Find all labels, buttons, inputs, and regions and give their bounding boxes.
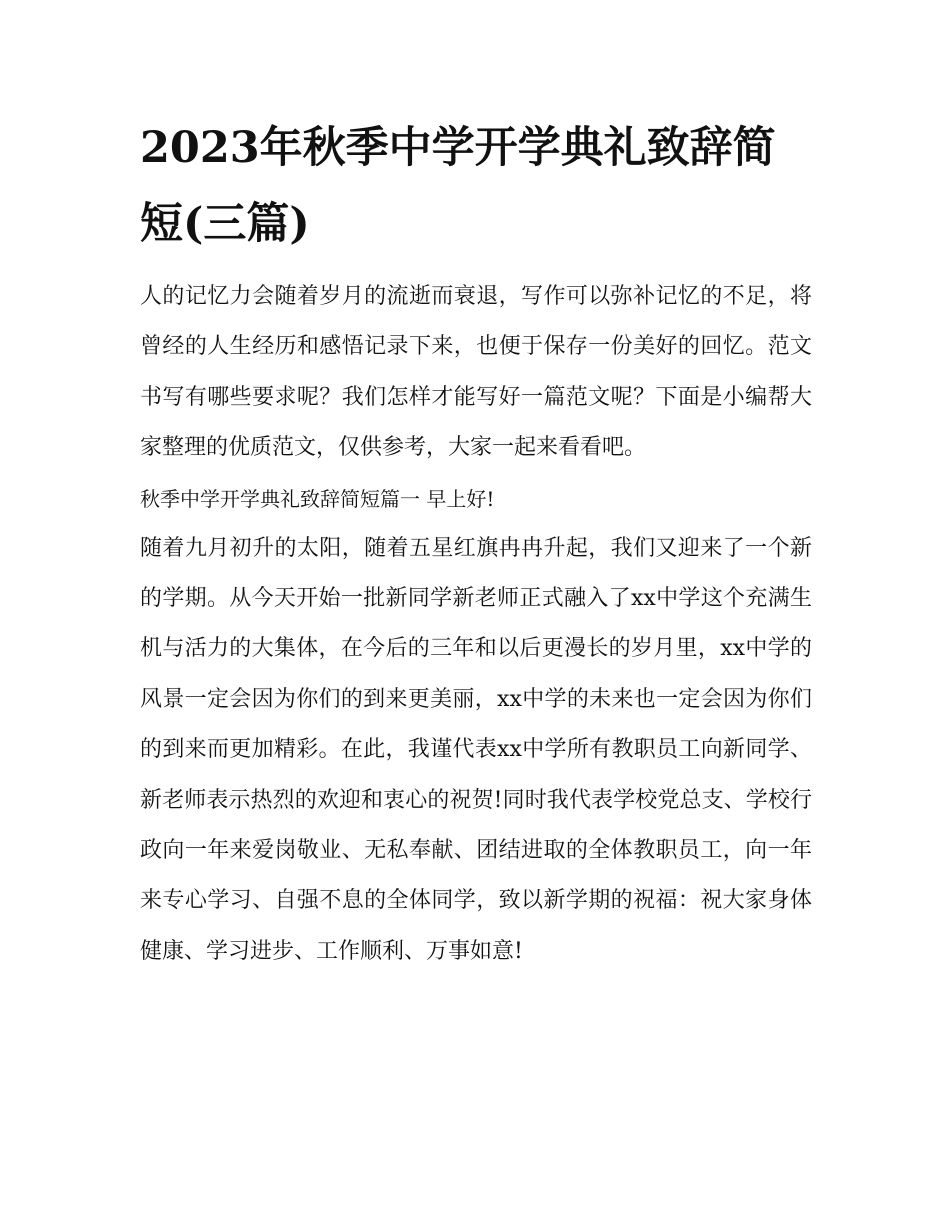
document-page	[140, 110, 812, 977]
body-paragraph: 随着九月初升的太阳，随着五星红旗冉冉升起，我们又迎来了一个新的学期。从今天开始一批新同学新老师正式融入了xx中学这个充满生机与活力的大集体，在今后的三年和以后更漫长的岁月里，xx中学的风景一定会因为你们的到来更美丽，xx中学的未来也一定会因为你们的到来而更加精彩。在此，我谨代表xx中学所有教职员工向新同学、新老师表示热烈的欢迎和衷心的祝贺!同时我代表学校党总支、学校行政向一年来爱岗敬业、无私奉献、团结进取的全体教职员工，向一年来专心学习、自强不息的全体同学，致以新学期的祝福：祝大家身体健康、学习进步、工作顺利、万事如意!	[140, 535, 812, 964]
section-heading: 秋季中学开学典礼致辞简短篇一 早上好!	[140, 486, 495, 511]
intro-paragraph: 人的记忆力会随着岁月的流逝而衰退，写作可以弥补记忆的不足，将曾经的人生经历和感悟记录下来，也便于保存一份美好的回忆。范文书写有哪些要求呢？我们怎样才能写好一篇范文呢？下面是小编帮大家整理的优质范文，仅供参考，大家一起来看看吧。	[140, 284, 812, 461]
document-title: 2023年秋季中学开学典礼致辞简短(三篇)	[140, 123, 776, 249]
